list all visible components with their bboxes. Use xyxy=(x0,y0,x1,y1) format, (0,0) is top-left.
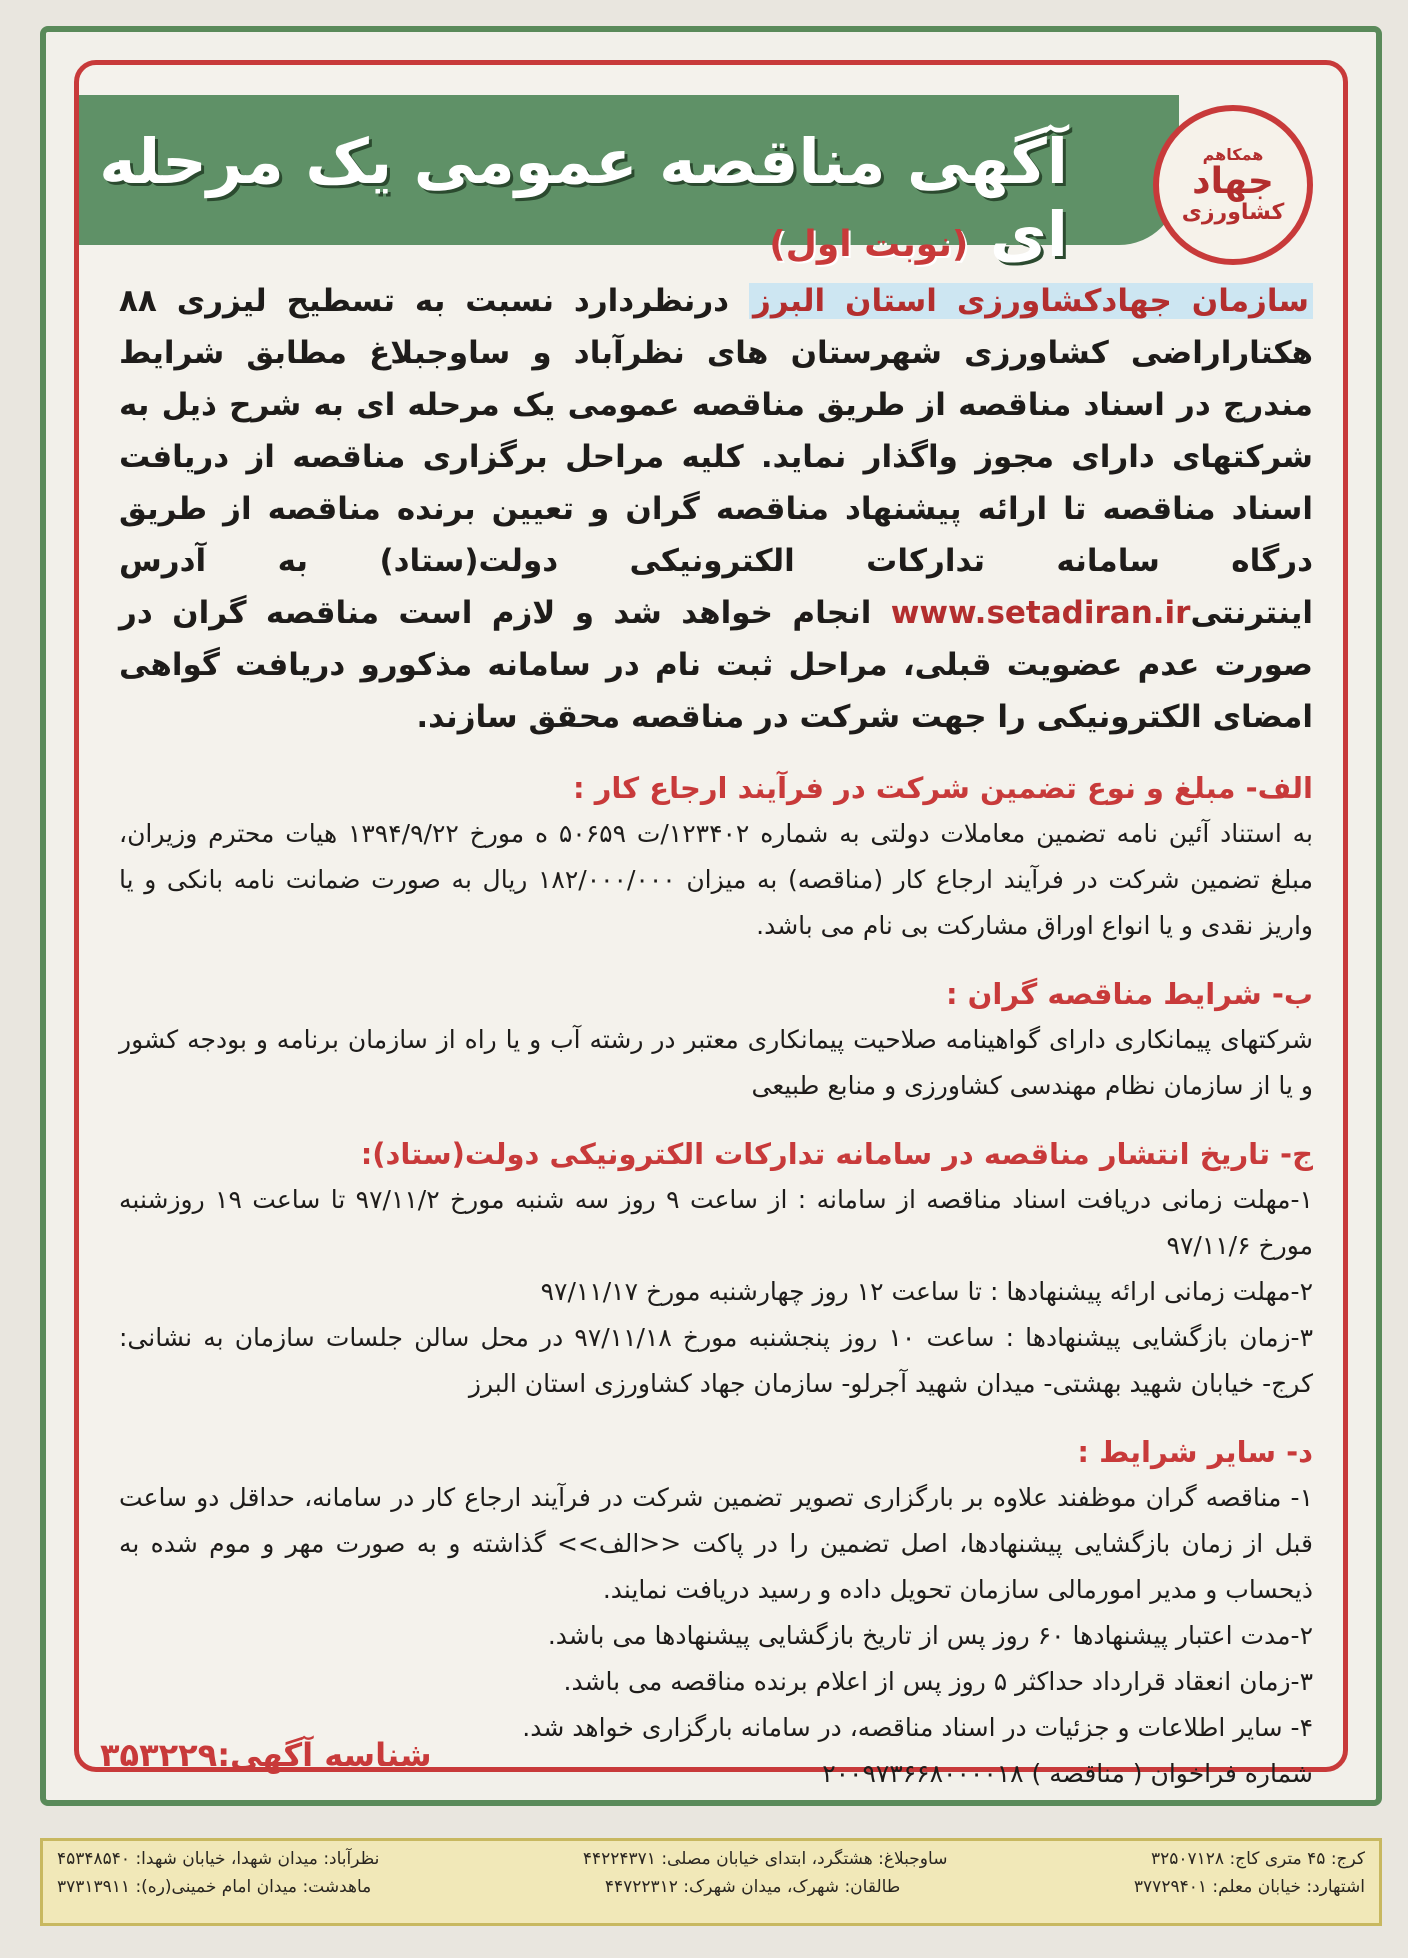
section-d-item: ۳-زمان انعقاد قرارداد حداکثر ۵ روز پس از اعلام برنده مناقصه می باشد. xyxy=(563,1667,1313,1696)
footer-address: اشتهارد: خیابان معلم: ۳۷۷۲۹۴۰۱ xyxy=(1133,1877,1365,1897)
section-a-text: به استناد آئین نامه تضمین معاملات دولتی به شماره ۱۲۳۴۰۲/ت ۵۰۶۵۹ ه مورخ ۱۳۹۴/۹/۲۲ هیات محترم وزیران، مبلغ تضمین شرکت در فرآیند ارجاع کار (مناقصه) به میزان ۱۸۲/۰۰۰/۰۰۰ ریال به صورت ضمانت نامه بانکی و یا واریز نقدی و یا انواع اوراق مشارکت بی نام می باشد. xyxy=(119,819,1313,940)
logo-middle: جهاد xyxy=(1192,161,1274,202)
section-b-heading: ب- شرایط مناقصه گران : xyxy=(945,977,1313,1011)
footer-address: نظرآباد: میدان شهدا، خیابان شهدا: ۴۵۳۴۸۵۴۰ xyxy=(57,1849,380,1869)
section-d-item: ۲-مدت اعتبار پیشنهادها ۶۰ روز پس از تاریخ بازگشایی پیشنهادها می باشد. xyxy=(547,1621,1313,1650)
section-d-heading: د- سایر شرایط : xyxy=(1077,1435,1313,1469)
intro-text-1: درنظردارد نسبت به تسطیح لیزری ۸۸ هکتاراراضی کشاورزی شهرستان های نظرآباد و ساوجبلاغ مطابق شرایط مندرج در اسناد مناقصه از طریق مناقصه عمومی یک مرحله ای به شرح ذیل به شرکتهای دارای مجوز واگذار نماید. کلیه مراحل برگزاری مناقصه از دریافت اسناد مناقصه تا ارائه پیشنهاد مناقصه گران و تعیین برنده مناقصه از طریق درگاه سامانه تدارکات الکترونیکی دولت(ستاد) به آدرس اینترنتی xyxy=(119,283,1313,631)
intro-text-2: انجام خواهد شد و لازم است مناقصه گران در صورت عدم عضویت قبلی، مراحل ثبت نام در سامانه مذکورو دریافت گواهی امضای الکترونیکی را جهت شرکت در مناقصه محقق سازند. xyxy=(119,595,1313,735)
website-link[interactable]: www.setadiran.ir xyxy=(890,595,1191,631)
intro-paragraph xyxy=(119,275,1313,743)
ad-frame xyxy=(40,26,1382,1806)
footer-address: کرج: ۴۵ متری کاج: ۳۲۵۰۷۱۲۸ xyxy=(1151,1849,1365,1869)
section-d-item: ۴- سایر اطلاعات و جزئیات در اسناد مناقصه، در سامانه بارگزاری خواهد شد. xyxy=(522,1713,1313,1742)
footer-address: طالقان: شهرک، میدان شهرک: ۴۴۷۲۲۳۱۲ xyxy=(604,1877,901,1897)
section-b-text: شرکتهای پیمانکاری دارای گواهینامه صلاحیت پیمانکاری معتبر در رشته آب و یا راه از سازمان برنامه و بودجه کشور و یا از سازمان نظام مهندسی کشاورزی و منابع طبیعی xyxy=(119,1025,1313,1100)
section-a-heading: الف- مبلغ و نوع تضمین شرکت در فرآیند ارجاع کار : xyxy=(573,771,1313,805)
footer-row-2 xyxy=(43,1869,1379,1897)
section-c-heading: ج- تاریخ انتشار مناقصه در سامانه تدارکات الکترونیکی دولت(ستاد): xyxy=(360,1137,1313,1171)
ad-inner-border xyxy=(74,60,1348,1788)
footer-row-1 xyxy=(43,1841,1379,1869)
logo-bottom: کشاورزی xyxy=(1181,200,1285,225)
footer-address: ساوجبلاغ: هشتگرد، ابتدای خیابان مصلی: ۴۴۲۲۴۳۷۱ xyxy=(582,1849,948,1869)
ad-id: شناسه آگهی:۳۵۳۲۲۹ xyxy=(100,1736,432,1774)
section-c-item: ۳-زمان بازگشایی پیشنهادها : ساعت ۱۰ روز پنجشنبه مورخ ۹۷/۱۱/۱۸ در محل سالن جلسات سازمان به نشانی: کرج- خیابان شهید بهشتی- میدان شهید آجرلو- سازمان جهاد کشاورزی استان البرز xyxy=(119,1323,1313,1398)
title-text: آگهی مناقصه عمومی یک مرحله ای xyxy=(99,125,1068,271)
footer-address: ماهدشت: میدان امام خمینی(ره): ۳۷۳۱۳۹۱۱ xyxy=(57,1877,372,1897)
section-c-item: ۲-مهلت زمانی ارائه پیشنهادها : تا ساعت ۱۲ روز چهارشنبه مورخ ۹۷/۱۱/۱۷ xyxy=(540,1277,1313,1306)
title-subtitle: (نوبت اول) xyxy=(769,224,969,265)
ad-title xyxy=(79,125,1068,271)
jahad-logo xyxy=(1153,105,1313,265)
call-number: شماره فراخوان ( مناقصه ) ۲۰۰۹۷۳۶۶۸۰۰۰۰۱۸ xyxy=(822,1759,1313,1788)
logo-top: همکاهم xyxy=(1202,145,1264,164)
footer-address-bar xyxy=(40,1838,1382,1926)
section-c-item: ۱-مهلت زمانی دریافت اسناد مناقصه از سامانه : از ساعت ۹ روز سه شنبه مورخ ۹۷/۱۱/۲ تا ساعت ۱۹ روزشنبه مورخ ۹۷/۱۱/۶ xyxy=(119,1185,1313,1260)
section-d-item: ۱- مناقصه گران موظفند علاوه بر بارگزاری تصویر تضمین شرکت در فرآیند ارجاع کار در سامانه، حداقل دو ساعت قبل از زمان بازگشایی پیشنهادها، اصل تضمین را در پاکت <<الف>> گذاشته و به صورت مهر و موم شده به ذیحساب و مدیر امورمالی سازمان تحویل داده و رسید دریافت نمایند. xyxy=(119,1483,1313,1604)
ad-content xyxy=(119,275,1313,1797)
org-name: سازمان جهادکشاورزی استان البرز xyxy=(749,283,1313,319)
